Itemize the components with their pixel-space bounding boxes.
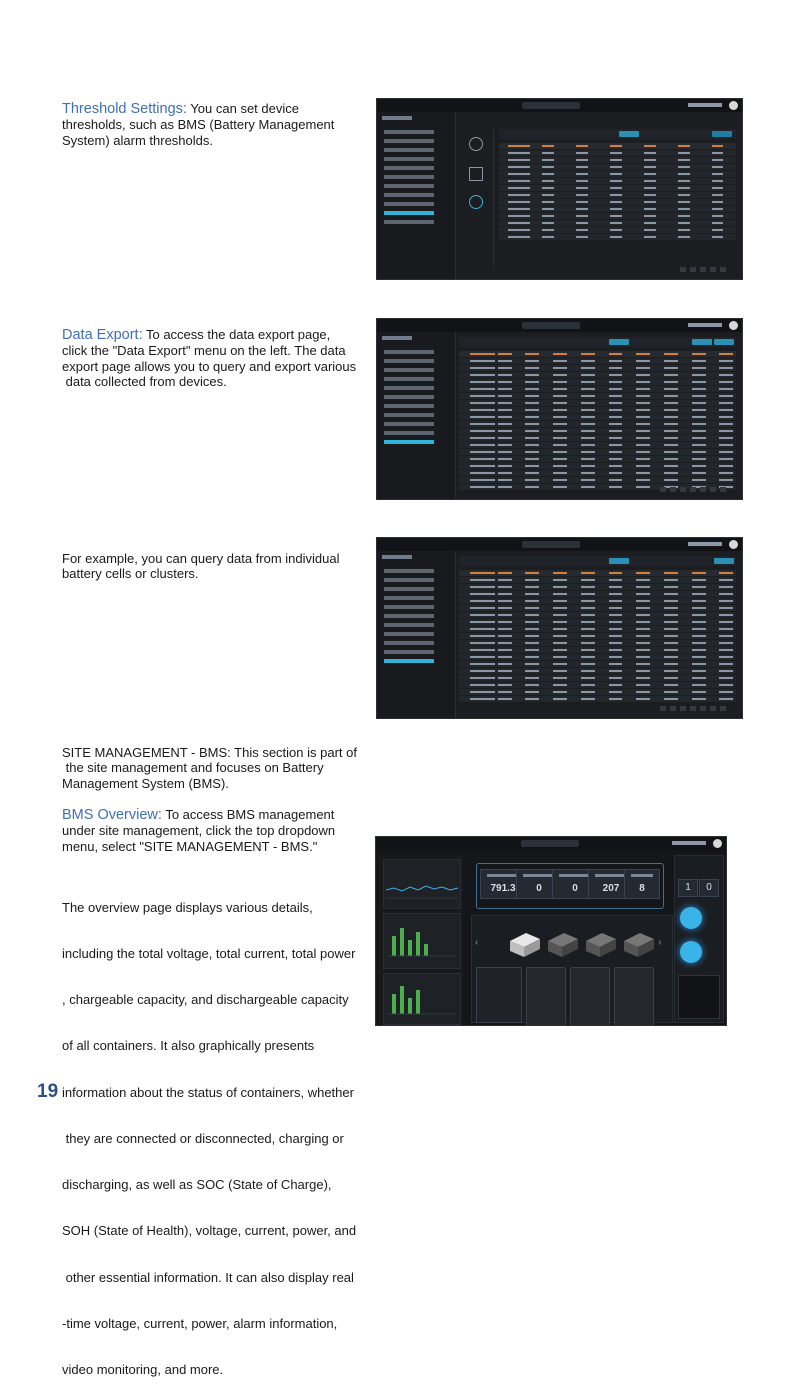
overview-line: SOH (State of Health), voltage, current, power, and (62, 1223, 357, 1239)
table-row (459, 421, 736, 428)
app-logo (382, 336, 412, 340)
app-logo (382, 555, 412, 559)
threshold-line: You can set device (190, 101, 299, 116)
container-icon (544, 929, 580, 959)
table-row (459, 591, 736, 598)
data-export-heading: Data Export: (62, 327, 143, 343)
clock-readout (688, 542, 722, 546)
table-row (459, 654, 736, 661)
table-row (459, 372, 736, 379)
avatar (729, 101, 738, 110)
threshold-settings-screenshot (376, 98, 743, 280)
site-line: SITE MANAGEMENT - BMS: This section is part of (62, 745, 357, 760)
app-logo (382, 116, 412, 120)
total-power-value: 0 (572, 883, 578, 894)
table-row (459, 379, 736, 386)
table-row (499, 185, 736, 192)
bms-line: under site management, click the top dropdown (62, 823, 336, 839)
table-row (499, 234, 736, 241)
table-row (459, 661, 736, 668)
site-dropdown (522, 102, 580, 109)
app-top-bar (376, 837, 726, 850)
table-row (459, 584, 736, 591)
table-row (459, 414, 736, 421)
table-row (459, 633, 736, 640)
table-row (499, 199, 736, 206)
previous-arrow[interactable]: ‹ (475, 937, 479, 948)
data-export-screenshot (376, 318, 743, 500)
table-header-row (459, 351, 736, 358)
chargeable-capacity-value: 207 (602, 883, 620, 894)
table-row (499, 220, 736, 227)
overview-line: video monitoring, and more. (62, 1362, 224, 1377)
container-icon (582, 929, 618, 959)
table-row (459, 605, 736, 612)
sidebar-item-data-export (384, 659, 434, 663)
export-line: data collected from devices. (62, 374, 227, 390)
table-row (459, 470, 736, 477)
table-row (459, 668, 736, 675)
alarm-count: 1 (678, 879, 698, 897)
table-row (459, 407, 736, 414)
table-row (459, 682, 736, 689)
next-arrow[interactable]: › (658, 937, 662, 948)
overview-line: including the total voltage, total current, total power (62, 946, 356, 962)
table-row (459, 456, 736, 463)
site-line: Management System (BMS). (62, 775, 229, 791)
clock-readout (688, 103, 722, 107)
avatar (729, 321, 738, 330)
overview-description-text (62, 869, 367, 1393)
table-row (459, 358, 736, 365)
table-row (499, 171, 736, 178)
table-header-row (499, 143, 736, 150)
table-row (499, 178, 736, 185)
cabinet-card (570, 967, 610, 1026)
example-text (62, 551, 367, 582)
table-row (499, 213, 736, 220)
bms-line: To access BMS management (165, 807, 335, 822)
table-row (499, 227, 736, 234)
table-row (499, 157, 736, 164)
table-row (459, 386, 736, 393)
video-monitor-panel (678, 975, 720, 1019)
site-dropdown (522, 541, 580, 548)
soc-gauge (680, 907, 702, 929)
bms-line: menu, select "SITE MANAGEMENT - BMS." (62, 838, 318, 854)
bms-overview-heading: BMS Overview: (62, 807, 162, 823)
table-row (459, 400, 736, 407)
threshold-line: thresholds, such as BMS (Battery Management (62, 117, 335, 133)
table-row (499, 206, 736, 213)
page-number: 19 (37, 1081, 59, 1102)
bms-realtime-charts (379, 855, 463, 1022)
avatar (729, 540, 738, 549)
app-top-bar (377, 319, 742, 332)
bms-overview-screenshot (375, 836, 727, 1026)
app-top-bar (377, 538, 742, 551)
table-row (459, 477, 736, 484)
table-row (459, 442, 736, 449)
total-voltage-value: 791.3 (490, 883, 516, 894)
export-line: click the "Data Export" menu on the left. The data (62, 343, 346, 359)
container-icon (506, 929, 542, 959)
container-detail-card (476, 967, 522, 1023)
table-header-row (459, 570, 736, 577)
sidebar-menu (377, 332, 456, 499)
clock-readout (688, 323, 722, 327)
site-dropdown (521, 840, 579, 847)
soh-gauge (680, 941, 702, 963)
threshold-settings-text (62, 101, 367, 148)
cabinet-card (526, 967, 566, 1026)
data-export-text (62, 327, 367, 390)
threshold-settings-heading: Threshold Settings: (62, 101, 187, 117)
container-icon (620, 929, 656, 959)
overview-line: discharging, as well as SOC (State of Charge), (62, 1177, 332, 1193)
table-row (459, 365, 736, 372)
table-row (459, 689, 736, 696)
fault-count: 0 (699, 879, 719, 897)
site-line: the site management and focuses on Battery (62, 760, 324, 776)
overview-line: , chargeable capacity, and dischargeable capacity (62, 992, 349, 1008)
site-dropdown (522, 322, 580, 329)
table-row (459, 675, 736, 682)
app-top-bar (377, 99, 742, 112)
cell-query-screenshot (376, 537, 743, 719)
table-row (499, 164, 736, 171)
overview-line: of all containers. It also graphically presents (62, 1038, 315, 1054)
table-row (459, 598, 736, 605)
table-row (459, 626, 736, 633)
overview-line: The overview page displays various details, (62, 899, 313, 915)
table-row (459, 393, 736, 400)
export-line: To access the data export page, (145, 327, 331, 342)
table-row (459, 640, 736, 647)
example-line: battery cells or clusters. (62, 566, 199, 582)
table-row (459, 577, 736, 584)
overview-line: -time voltage, current, power, alarm information, (62, 1315, 338, 1331)
table-row (459, 647, 736, 654)
sidebar-menu (377, 112, 456, 279)
table-row (459, 696, 736, 703)
avatar (713, 839, 722, 848)
overview-line: they are connected or disconnected, charging or (62, 1130, 344, 1146)
table-row (459, 449, 736, 456)
overview-line: information about the status of containers, whether (62, 1084, 354, 1100)
sidebar-menu (377, 551, 456, 718)
dischargeable-capacity-value: 8 (639, 883, 645, 894)
sidebar-item-threshold (384, 211, 434, 215)
cabinet-card (614, 967, 654, 1026)
table-row (459, 619, 736, 626)
sidebar-item-data-export (384, 440, 434, 444)
table-row (459, 428, 736, 435)
table-row (499, 150, 736, 157)
bms-overview-text (62, 807, 367, 854)
overview-line: other essential information. It can also display real (62, 1269, 354, 1285)
table-row (499, 192, 736, 199)
table-row (459, 435, 736, 442)
table-row (459, 612, 736, 619)
total-current-value: 0 (536, 883, 542, 894)
example-line: For example, you can query data from individual (62, 551, 340, 566)
site-management-text (62, 745, 367, 791)
clock-readout (672, 841, 706, 845)
export-line: export page allows you to query and export various (62, 358, 357, 374)
threshold-line: System) alarm thresholds. (62, 132, 213, 148)
table-row (459, 463, 736, 470)
